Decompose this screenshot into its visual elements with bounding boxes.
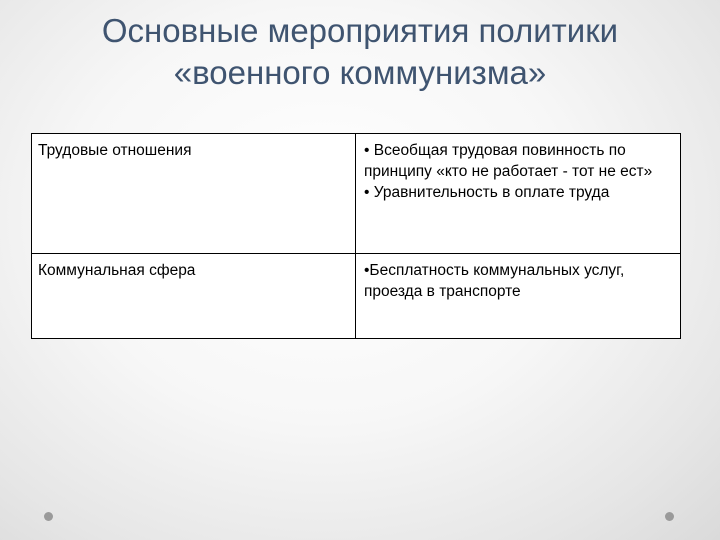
measures-cell-labor bbox=[356, 134, 681, 254]
measure-item: • Уравнительность в оплате труда bbox=[364, 184, 610, 201]
measure-item: •Бесплатность коммунальных услуг, проезда в транспорте bbox=[364, 262, 625, 300]
category-label: Трудовые отношения bbox=[38, 142, 192, 159]
category-label: Коммунальная сфера bbox=[38, 262, 196, 279]
category-cell-communal bbox=[32, 254, 356, 339]
slide-title bbox=[40, 10, 680, 94]
table-row bbox=[32, 134, 681, 254]
slide-title-line-1: Основные мероприятия политики bbox=[101, 12, 619, 49]
policy-table bbox=[31, 133, 681, 339]
measures-cell-communal bbox=[356, 254, 681, 339]
decorative-dot-right bbox=[665, 512, 674, 521]
decorative-dot-left bbox=[44, 512, 53, 521]
slide-title-line-2: «военного коммунизма» bbox=[173, 54, 547, 91]
table-row bbox=[32, 254, 681, 339]
category-cell-labor bbox=[32, 134, 356, 254]
measure-item: • Всеобщая трудовая повинность по принципу «кто не работает - тот не ест» bbox=[364, 142, 653, 180]
